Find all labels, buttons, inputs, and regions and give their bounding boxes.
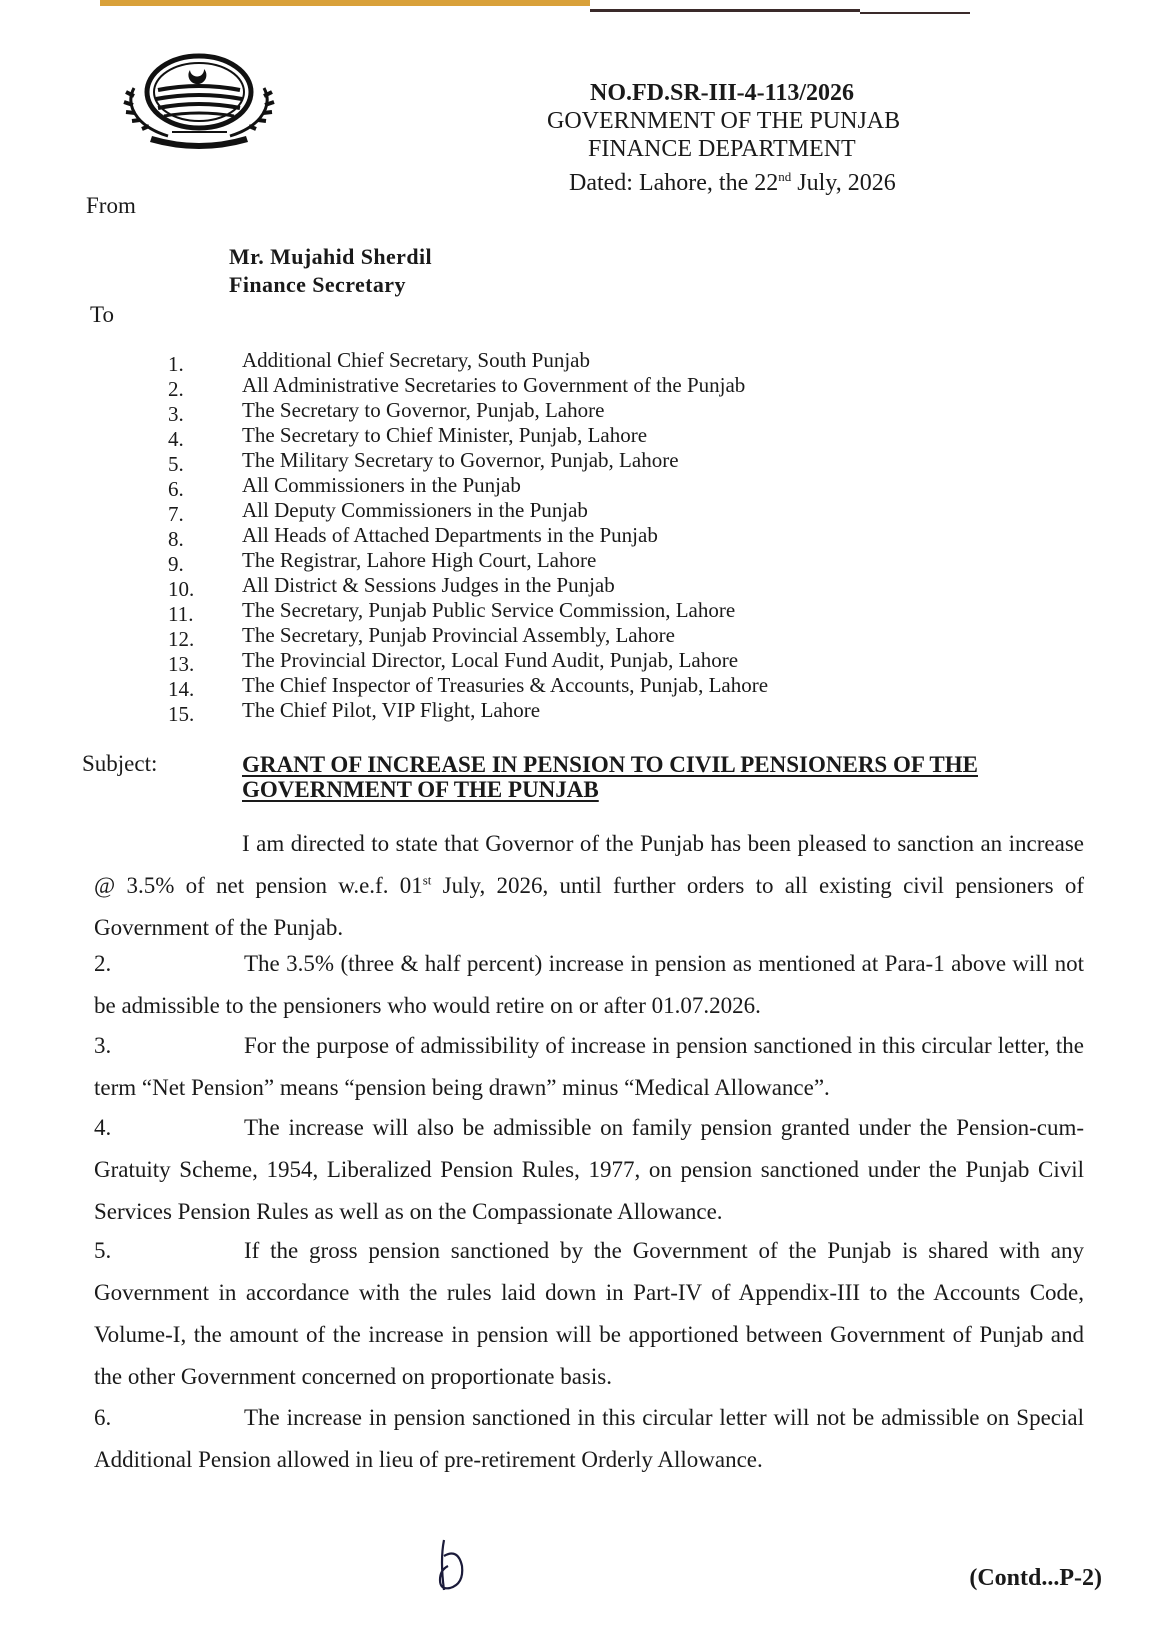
punjab-emblem-icon [112,48,287,153]
paragraph-2: 2. The 3.5% (three & half percent) increase in pension as mentioned at Para-1 above will not be admissible to the pensioners who would retire on or after 01.07.2026. [94,943,1084,1027]
addressee-number: 4. [168,427,184,451]
addressee-number: 1. [168,352,184,376]
top-edge-line-2 [860,12,970,14]
addressee-item: The Registrar, Lahore High Court, Lahore [242,548,597,572]
paragraph-5: 5. If the gross pension sanctioned by the Government of the Punjab is shared with any Government in accordance with the rules laid down in Part-IV of Appendix-III to the Accounts Code, Volume-I, the amount of the increase in pension will be apportioned between Government of Punjab and the other Government concerned on proportionate basis. [94,1230,1084,1398]
dated-line: Dated: Lahore, the 22nd July, 2026 [569,169,896,196]
sender-title: Finance Secretary [229,272,406,297]
paragraph-6: 6. The increase in pension sanctioned in this circular letter will not be admissible on Special Additional Pension allowed in lieu of pre-retirement Orderly Allowance. [94,1397,1084,1481]
addressee-item: The Secretary, Punjab Provincial Assembly, Lahore [242,623,675,647]
sender-name: Mr. Mujahid Sherdil [229,244,432,269]
addressee-number: 14. [168,677,195,701]
reference-number: NO.FD.SR-III-4-113/2026 [590,80,855,106]
addressee-item: All Deputy Commissioners in the Punjab [242,498,588,522]
addressee-item: The Secretary to Chief Minister, Punjab, Lahore [242,423,648,447]
addressee-item: The Secretary to Governor, Punjab, Lahore [242,398,605,422]
addressee-number: 13. [168,652,195,676]
subject-label: Subject: [82,751,158,776]
paragraph-3: 3. For the purpose of admissibility of increase in pension sanctioned in this circular letter, the term “Net Pension” means “pension being drawn” minus “Medical Allowance”. [94,1025,1084,1109]
addressee-number: 12. [168,627,195,651]
subject-text: GRANT OF INCREASE IN PENSION TO CIVIL PENSIONERS OF THE GOVERNMENT OF THE PUNJAB [242,752,978,802]
top-edge-line [590,9,860,12]
addressee-item: The Secretary, Punjab Public Service Commission, Lahore [242,598,736,622]
addressee-number: 11. [168,602,194,626]
addressee-number: 15. [168,702,195,726]
sender-block [229,243,432,299]
addressee-number: 3. [168,402,184,426]
addressee-number: 10. [168,577,195,601]
paragraph-number: 2. [94,951,112,976]
addressee-item: All Heads of Attached Departments in the Punjab [242,523,658,547]
addressee-item: The Chief Pilot, VIP Flight, Lahore [242,698,541,722]
top-edge-bar [100,0,590,6]
to-label: To [90,302,114,327]
addressee-item: The Military Secretary to Governor, Punjab, Lahore [242,448,679,472]
paragraph-number: 6. [94,1405,112,1430]
paragraph-1: I am directed to state that Governor of the Punjab has been pleased to sanction an increase @ 3.5% of net pension w.e.f. 01st July, 2026, until further orders to all existing civil pensioners of Government of the Punjab. [94,831,1085,940]
paragraph-number: 4. [94,1115,112,1140]
paragraph-4: 4. The increase will also be admissible on family pension granted under the Pension-cum-Gratuity Scheme, 1954, Liberalized Pension Rules, 1977, on pension sanctioned under the Punjab Civil Services Pension Rules as well as on the Compassionate Allowance. [94,1107,1084,1233]
handwritten-initial-icon [432,1536,472,1594]
addressee-item: The Chief Inspector of Treasuries & Accounts, Punjab, Lahore [242,673,769,697]
addressee-number: 5. [168,452,184,476]
addressee-item: Additional Chief Secretary, South Punjab [242,348,590,372]
from-label: From [86,193,136,218]
addressee-number: 6. [168,477,184,501]
paragraph-number: 5. [94,1238,112,1263]
addressee-item: All Commissioners in the Punjab [242,473,521,497]
continued-note: (Contd...P-2) [969,1565,1102,1591]
addressee-number: 8. [168,527,184,551]
addressee-number: 9. [168,552,184,576]
addressee-item: All Administrative Secretaries to Government of the Punjab [242,373,746,397]
department-heading: FINANCE DEPARTMENT [588,136,856,162]
addressee-number: 2. [168,377,184,401]
addressee-number: 7. [168,502,184,526]
addressee-item: The Provincial Director, Local Fund Audit, Punjab, Lahore [242,648,739,672]
paragraph-number: 3. [94,1033,112,1058]
government-heading: GOVERNMENT OF THE PUNJAB [547,108,901,134]
addressee-item: All District & Sessions Judges in the Punjab [242,573,615,597]
